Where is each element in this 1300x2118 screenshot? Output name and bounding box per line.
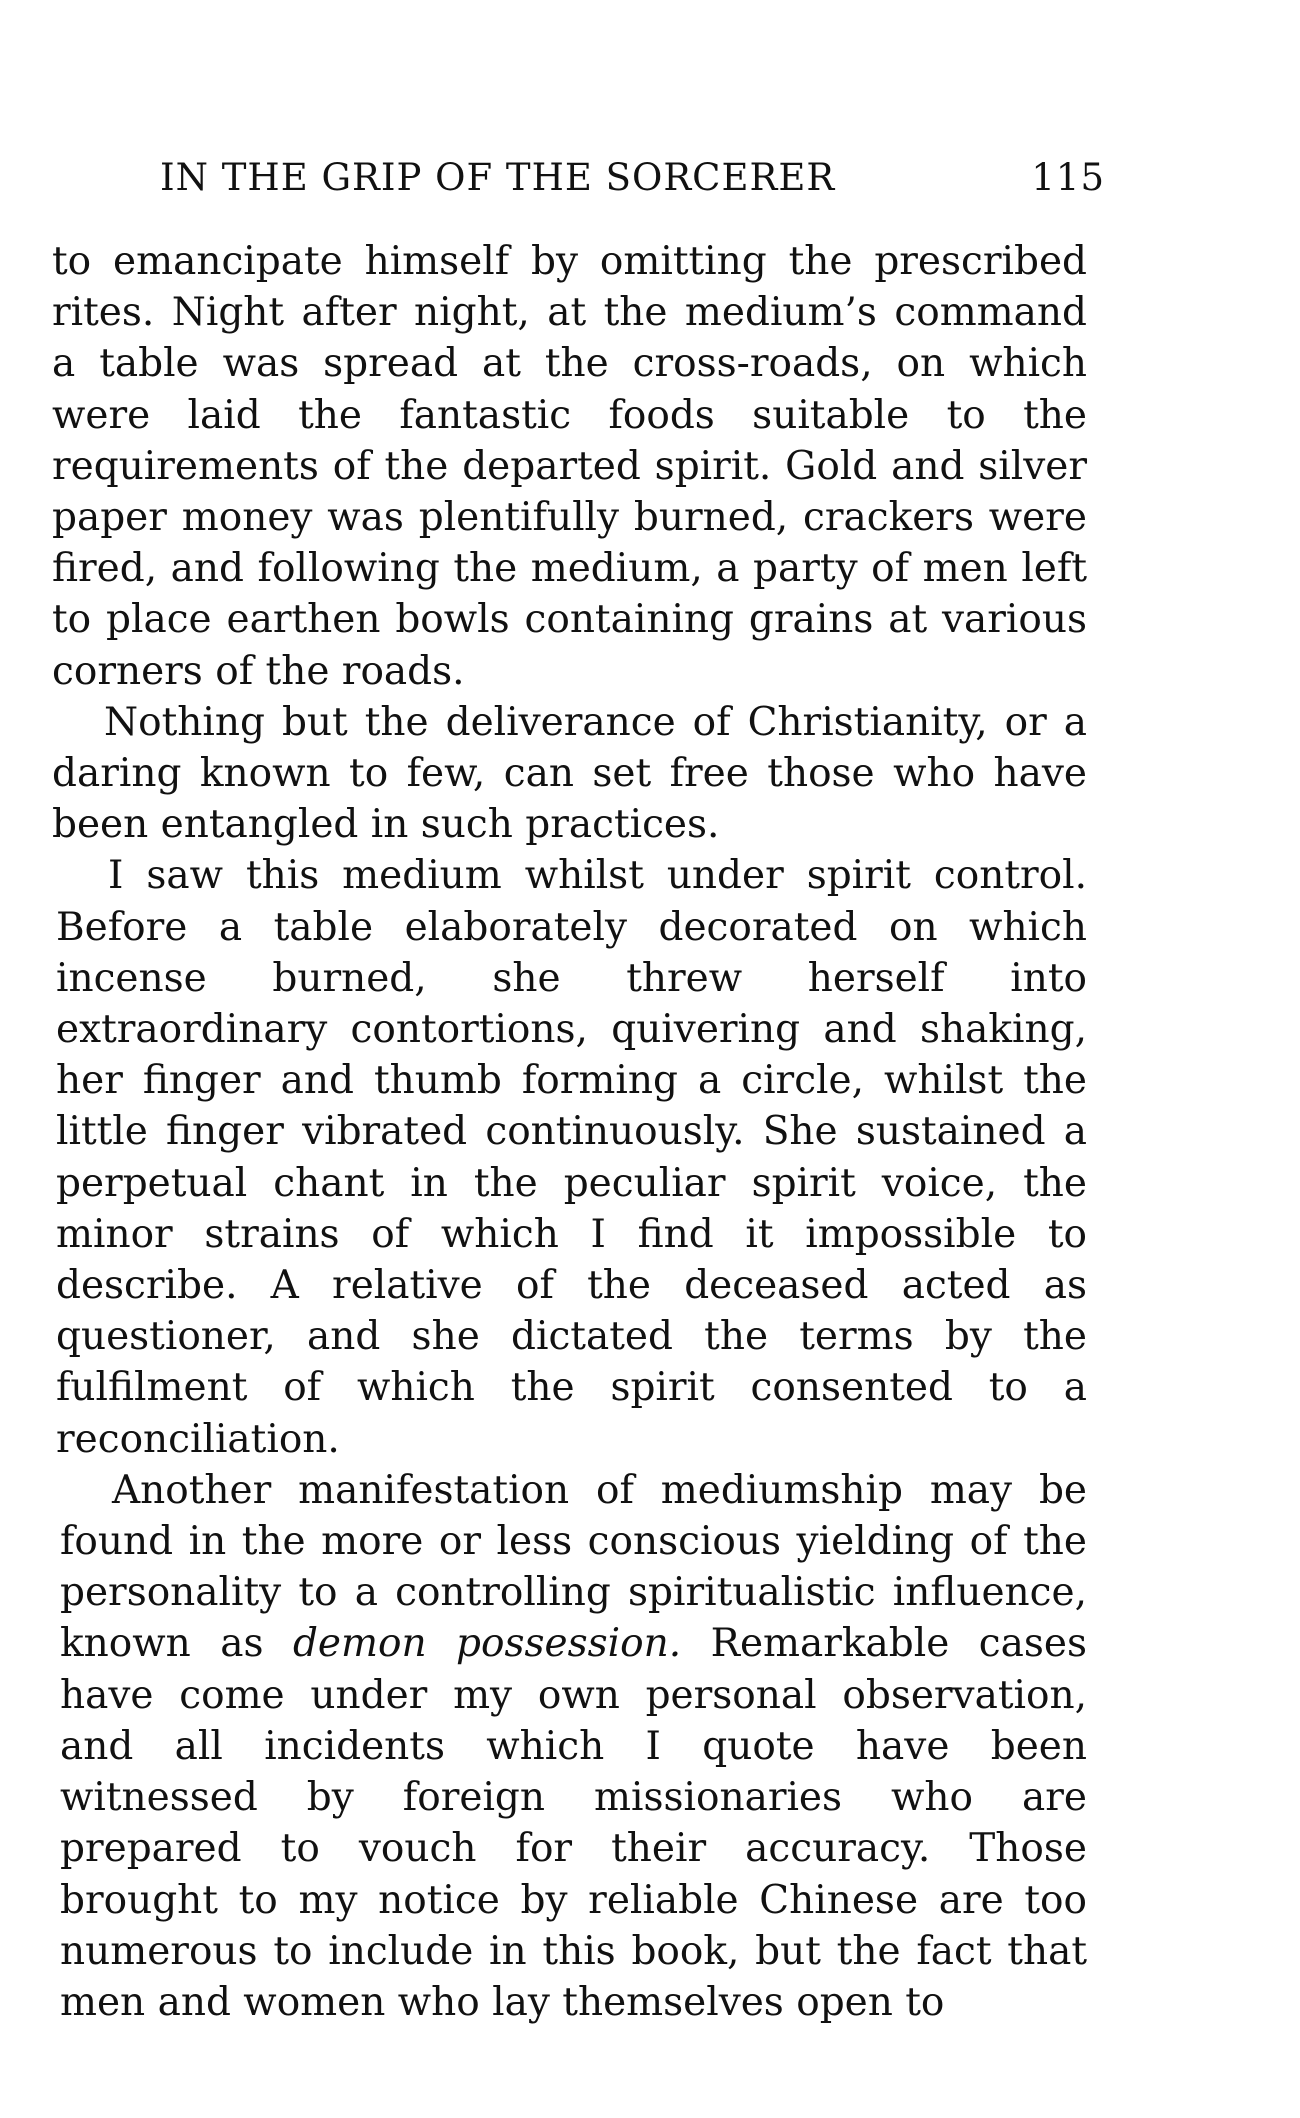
- page-number: 115: [1031, 156, 1105, 199]
- emphasis-demon-possession: demon possession.: [292, 1621, 682, 1667]
- paragraph-3: I saw this medium whilst under spirit control. Before a table elaborately decorated on which incense burned, she threw herself into extraordinary contortions, quivering and shaking, her finger and thumb forming a circle, whilst the little finger vibrated continuously. She sustained a perpetual chant in the peculiar spirit voice, the minor strains of which I find it impossible to describe. A relative of the deceased acted as questioner, and she dictated the terms by the fulfilment of which the spirit consented to a reconciliation.: [56, 853, 1087, 1462]
- body-text: [52, 236, 1087, 2028]
- paragraph-4: [60, 1465, 1087, 2028]
- running-title: IN THE GRIP OF THE SORCERER: [160, 156, 836, 199]
- paragraph-1: to emancipate himself by omitting the prescribed rites. Night after night, at the medium’s command a table was spread at the cross-roads, on which were laid the fantastic foods suitable to the requirements of the departed spirit. Gold and silver paper money was plentifully burned, crackers were fired, and following the medium, a party of men left to place earthen bowls containing grains at various corners of the roads.: [52, 239, 1087, 694]
- paragraph-4-text-before: Another manifestation of mediumship may be found in the more or less conscious yielding of the personality to a controlling spiritualistic influence, known as: [60, 1467, 1087, 1667]
- paragraph-2: Nothing but the deliverance of Christianity, or a daring known to few, can set free those who have been entangled in such practices.: [52, 699, 1087, 848]
- paragraph-4-text-after: Remarkable cases have come under my own personal observation, and all incidents which I quote have been witnessed by foreign missionaries who are prepared to vouch for their accuracy. Those brought to my notice by reliable Chinese are too numerous to include in this book, but the fact that men and women who lay themselves open to: [60, 1621, 1087, 2025]
- running-head: [160, 148, 1105, 208]
